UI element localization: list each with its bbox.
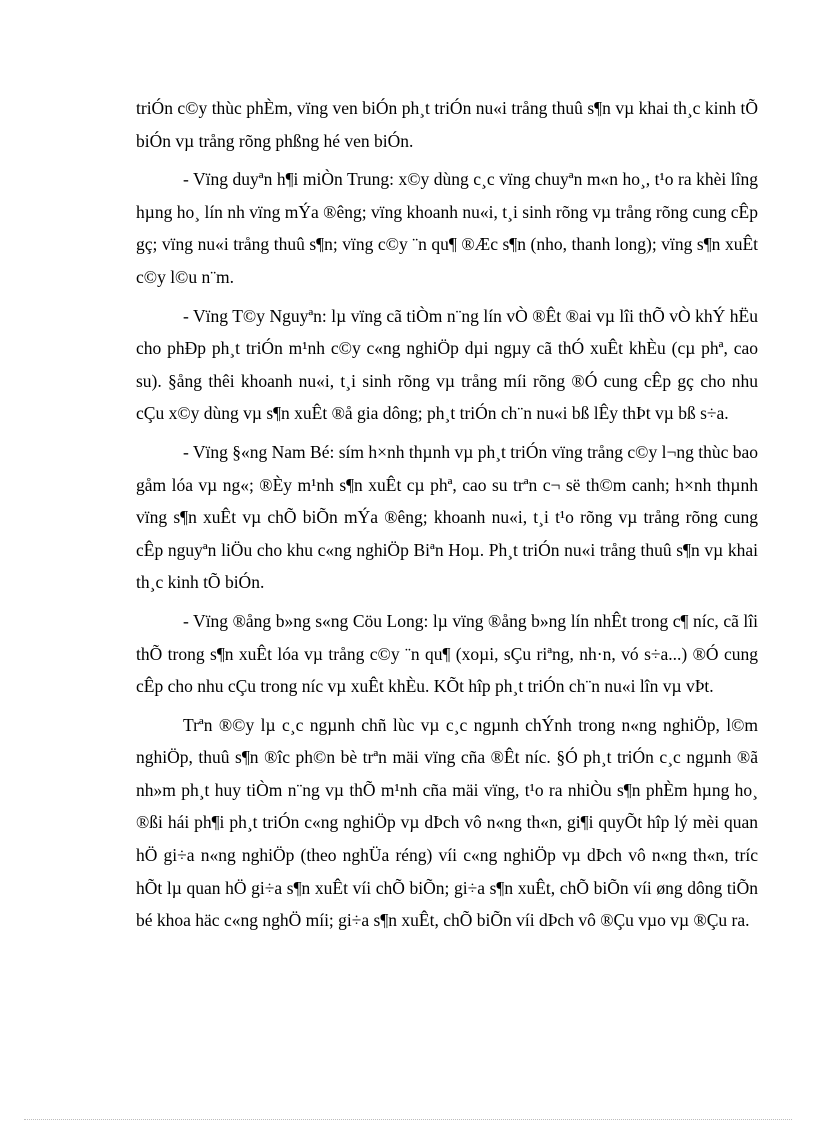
paragraph-summary: Trªn ®©y lµ c¸c ngµnh chñ lùc vµ c¸c ngµnh chÝnh trong n«ng nghiÖp, l©m nghiÖp, thuû s¶n ®îc ph©n bè trªn mäi vïng cña ®Êt níc. §Ó ph¸t triÓn c¸c ngµnh ®ã nh»m ph¸t huy tiÒm n¨ng vµ thÕ m¹nh cña mäi vïng, t¹o ra nhiÒu s¶n phÈm hµng ho¸ ®ßi hái ph¶i ph¸t triÓn c«ng nghiÖp vµ dÞch vô n«ng th«n, gi¶i quyÕt hîp lý mèi quan hÖ gi÷a n«ng nghiÖp (theo nghÜa réng) víi c«ng nghiÖp vµ dÞch vô n«ng th«n, tríc hÕt lµ quan hÖ gi÷a s¶n xuÊt víi chÕ biÕn; gi÷a s¶n xuÊt, chÕ biÕn víi øng dông tiÕn bé khoa häc c«ng nghÖ míi; gi÷a s¶n xuÊt, chÕ biÕn víi dÞch vô ®Çu vµo vµ ®Çu ra. bbox=[136, 714, 758, 931]
page-bottom-border bbox=[24, 1119, 792, 1120]
paragraph-tay-nguyen: - Vïng T©y Nguyªn: lµ vïng cã tiÒm n¨ng lín vÒ ®Êt ®ai vµ lîi thÕ vÒ khÝ hËu cho phÐp ph¸t triÓn m¹nh c©y c«ng nghiÖp dµi ngµy cã thÓ xuÊt khÈu (cµ phª, cao su). §ång thêi khoanh nu«i, t¸i sinh rõng vµ trång míi rõng ®Ó cung cÊp gç cho nhu cÇu x©y dùng vµ s¶n xuÊt ®å gia dông; ph¸t triÓn ch¨n nu«i bß lÊy thÞt vµ bß s÷a. bbox=[136, 305, 758, 424]
paragraph-duyen-hai-mien-trung: - Vïng duyªn h¶i miÒn Trung: x©y dùng c¸c vïng chuyªn m«n ho¸, t¹o ra khèi lîng hµng ho¸ lín nh vïng mÝa ®êng; vïng khoanh nu«i, t¸i sinh rõng vµ trång rõng cung cÊp gç; vïng nu«i trång thuû s¶n; vïng c©y ¨n qu¶ ®Æc s¶n (nho, thanh long); vïng s¶n xuÊt c©y l©u n¨m. bbox=[136, 169, 758, 287]
paragraph-dong-nam-bo: - Vïng §«ng Nam Bé: sím h×nh thµnh vµ ph¸t triÓn vïng trång c©y l¬ng thùc bao gåm lóa vµ ng«; ®Èy m¹nh s¶n xuÊt cµ phª, cao su trªn c¬ së th©m canh; h×nh thµnh vïng s¶n xuÊt vµ chÕ biÕn mÝa ®êng; khoanh nu«i, t¸i t¹o rõng vµ trång rõng cung cÊp nguyªn liÖu cho khu c«ng nghiÖp Biªn Hoµ. Ph¸t triÓn nu«i trång thuû s¶n vµ khai th¸c kinh tÕ biÓn. bbox=[136, 441, 758, 593]
paragraph-dong-bang-song-cuu-long: - Vïng ®ång b»ng s«ng Cöu Long: lµ vïng ®ång b»ng lín nhÊt trong c¶ níc, cã lîi thÕ trong s¶n xuÊt lóa vµ trång c©y ¨n qu¶ (xoµi, sÇu riªng, nh·n, vó s÷a...) ®Ó cung cÊp cho nhu cÇu trong níc vµ xuÊt khÈu. KÕt hîp ph¸t triÓn ch¨n nu«i lîn vµ vÞt. bbox=[136, 610, 758, 697]
paragraph-1: triÓn c©y thùc phÈm, vïng ven biÓn ph¸t triÓn nu«i trång thuû s¶n vµ khai th¸c kinh tÕ biÓn vµ trång rõng phßng hé ven biÓn. bbox=[136, 98, 758, 151]
document-body bbox=[136, 92, 758, 943]
